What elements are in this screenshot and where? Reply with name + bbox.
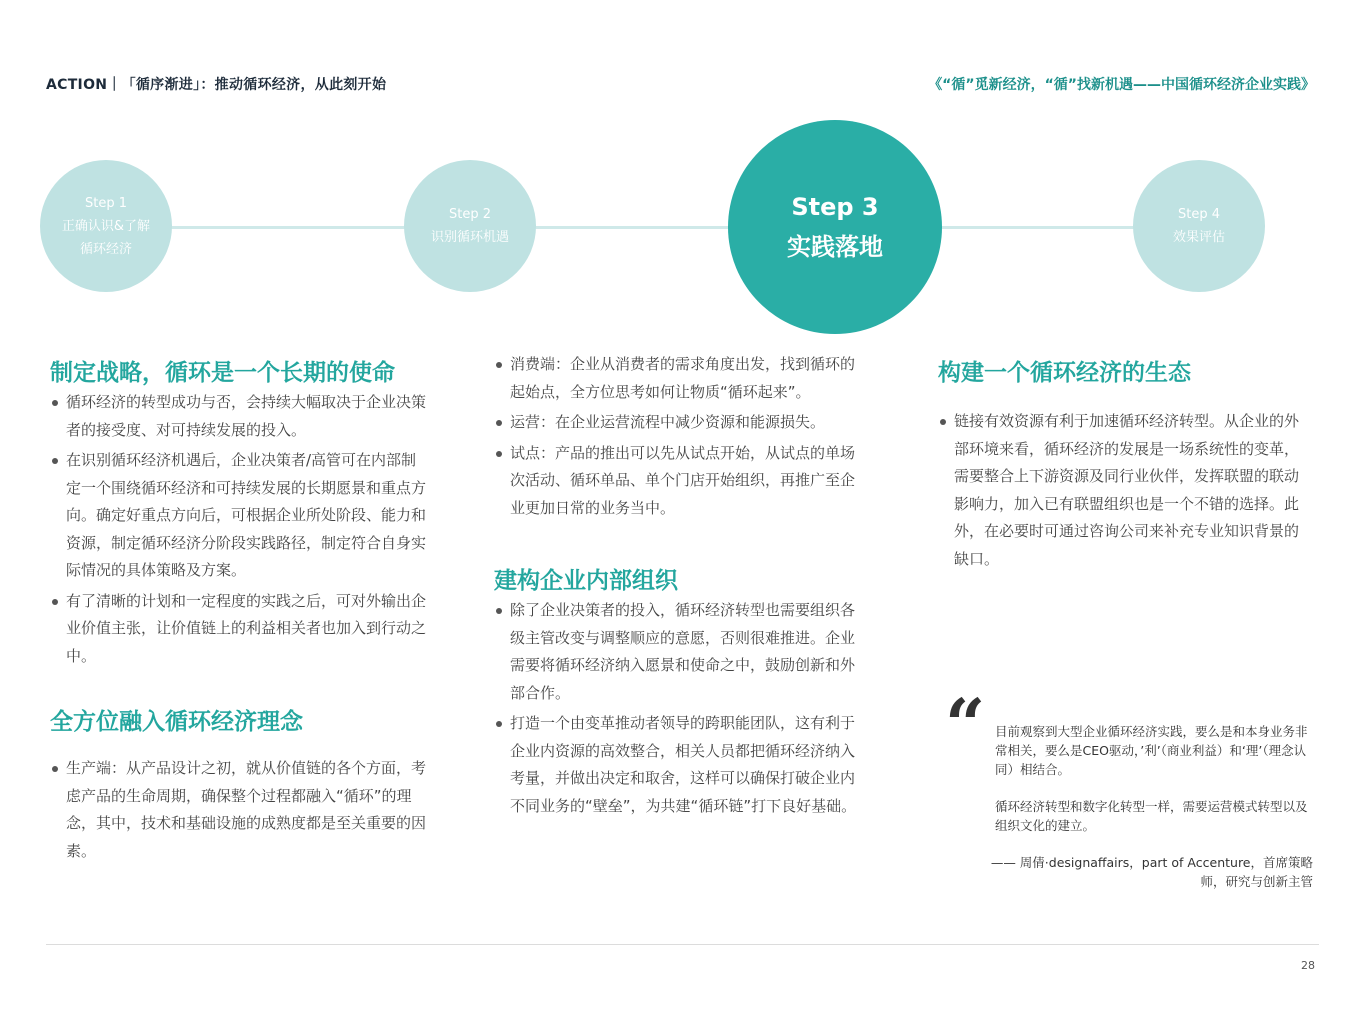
quote-mark-icon: “	[945, 683, 986, 766]
step-4-circle	[1133, 160, 1265, 292]
step-1-title-line2: 循环经济	[79, 241, 132, 257]
ecosystem-list	[938, 408, 1310, 573]
step-3-title: 实践落地	[787, 233, 883, 261]
list-item: 试点：产品的推出可以先从试点开始，从试点的单场次活动、循环单品、单个门店开始组织，再推广至企业更加日常的业务当中。	[494, 440, 864, 523]
step-3-circle	[728, 120, 942, 334]
list-item: 运营：在企业运营流程中减少资源和能源损失。	[494, 409, 864, 437]
integration-list	[50, 755, 428, 865]
organization-list	[494, 597, 864, 820]
report-title: 《“循”觅新经济，“循”找新机遇——中国循环经济企业实践》	[928, 77, 1315, 93]
practice-list	[494, 351, 864, 522]
list-item: 消费端：企业从消费者的需求角度出发，找到循环的起始点，全方位思考如何让物质“循环起来”。	[494, 351, 864, 406]
quote-text-2: 循环经济转型和数字化转型一样，需要运营模式转型以及组织文化的建立。	[995, 799, 1308, 833]
step-1-title: 正确认识&了解	[61, 218, 151, 234]
quote-text-1: 目前观察到大型企业循环经济实践，要么是和本身业务非常相关，要么是CEO驱动，’利’（商业利益）和‘理’（理念认同）相结合。	[995, 724, 1308, 777]
step-1-label: Step 1	[84, 195, 127, 211]
section-header: ACTION｜「循序渐进」：推动循环经济，从此刻开始	[46, 77, 387, 93]
list-item: 在识别循环经济机遇后，企业决策者/高管可在内部制定一个围绕循环经济和可持续发展的长期愿景和重点方向。确定好重点方向后，可根据企业所处阶段、能力和资源，制定循环经济分阶段实践路径，制定符合自身实际情况的具体策略及方案。	[50, 447, 428, 585]
step-1-circle	[40, 160, 172, 292]
footer-divider	[46, 944, 1319, 945]
step-3-label: Step 3	[791, 193, 879, 221]
list-item: 循环经济的转型成功与否，会持续大幅取决于企业决策者的接受度、对可持续发展的投入。	[50, 389, 428, 444]
list-item: 链接有效资源有利于加速循环经济转型。从企业的外部环境来看，循环经济的发展是一场系统性的变革，需要整合上下游资源及同行业伙伴，发挥联盟的联动影响力，加入已有联盟组织也是一个不错的选择。此外，在必要时可通过咨询公司来补充专业知识背景的缺口。	[938, 408, 1310, 573]
step-2-label: Step 2	[448, 207, 491, 222]
step-2-title: 识别循环机遇	[430, 230, 509, 245]
list-item: 打造一个由变革推动者领导的跨职能团队，这有利于企业内资源的高效整合，相关人员都把循环经济纳入考量，并做出决定和取舍，这样可以确保打破企业内不同业务的“壁垒”，为共建“循环链”打下良好基础。	[494, 710, 864, 820]
step-connector-line	[106, 226, 1200, 229]
quote-attribution: —— 周倩·designaffairs，part of Accenture，首席策略师，研究与创新主管	[990, 855, 1313, 889]
heading-organization: 建构企业内部组织	[494, 568, 678, 594]
list-item: 除了企业决策者的投入，循环经济转型也需要组织各级主管改变与调整顺应的意愿，否则很难推进。企业需要将循环经济纳入愿景和使命之中，鼓励创新和外部合作。	[494, 597, 864, 707]
heading-ecosystem: 构建一个循环经济的生态	[938, 360, 1191, 386]
step-4-title: 效果评估	[1172, 230, 1225, 245]
strategy-list	[50, 389, 428, 670]
heading-strategy: 制定战略，循环是一个长期的使命	[50, 360, 395, 386]
list-item: 有了清晰的计划和一定程度的实践之后，可对外输出企业价值主张，让价值链上的利益相关者也加入到行动之中。	[50, 588, 428, 671]
heading-integration: 全方位融入循环经济理念	[50, 709, 303, 735]
step-2-circle	[404, 160, 536, 292]
step-4-label: Step 4	[1177, 207, 1220, 222]
page-number: 28	[1301, 959, 1315, 972]
list-item: 生产端：从产品设计之初，就从价值链的各个方面，考虑产品的生命周期，确保整个过程都融入“循环”的理念，其中，技术和基础设施的成熟度都是至关重要的因素。	[50, 755, 428, 865]
